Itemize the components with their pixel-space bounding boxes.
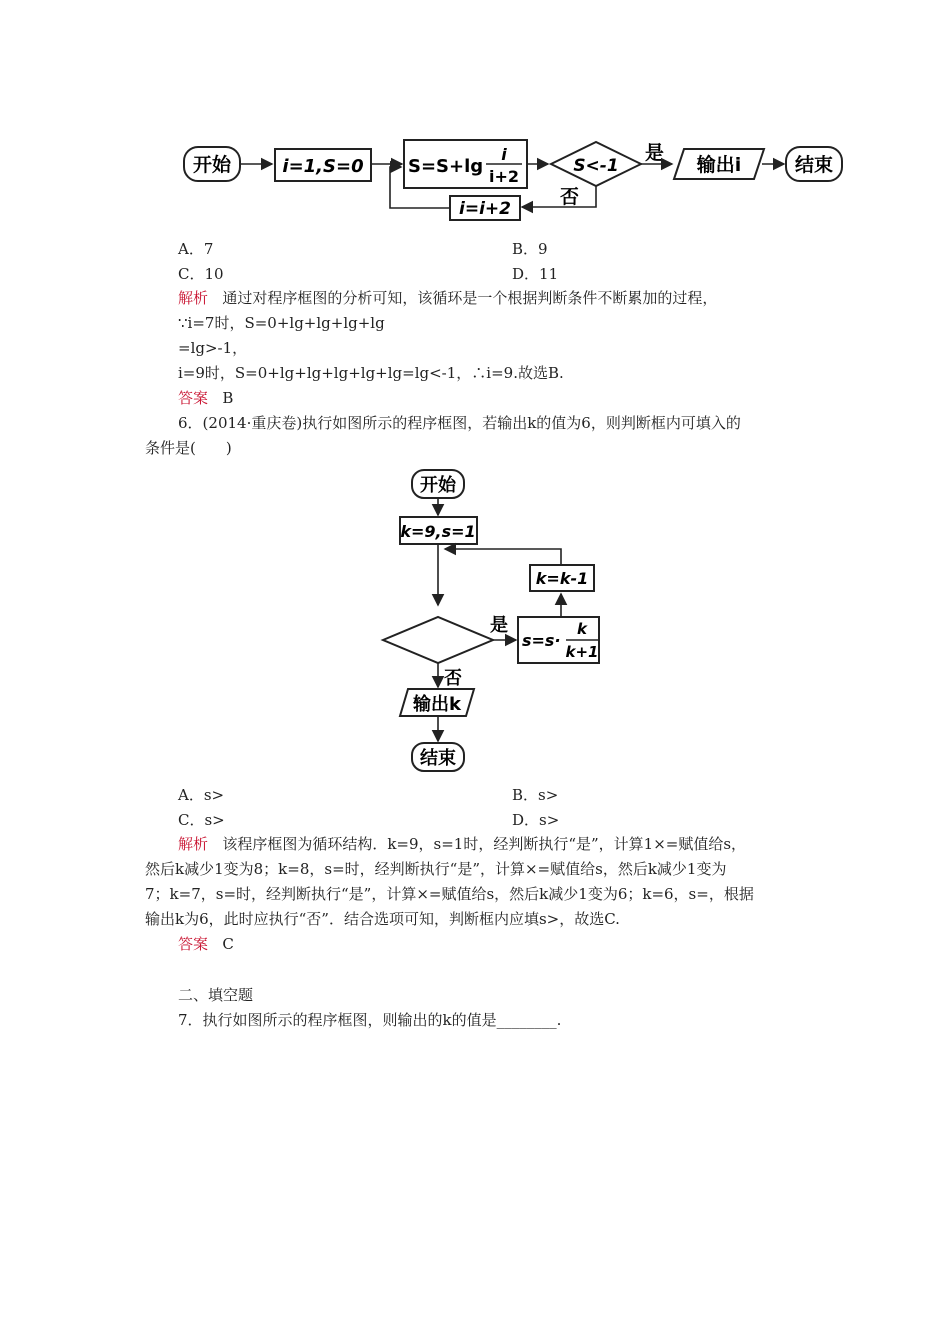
q5-option-c: C．10: [178, 265, 224, 283]
flow2-no-label: 否: [444, 668, 462, 689]
q5-option-a: A．7: [178, 240, 214, 258]
q6-answer-label: 答案: [178, 935, 209, 953]
flow1-init-text: i=1,S=0: [282, 156, 364, 177]
flow1-output-text: 输出i: [696, 154, 742, 176]
flow1-no-label: 否: [560, 186, 580, 208]
flow2-frac-den: k+1: [565, 643, 599, 661]
q5-analysis-line-3: =lg>-1，: [178, 339, 248, 357]
flow2-dec-text: k=k-1: [535, 569, 589, 588]
q5-analysis-line-2: ∵i=7时，S=0+lg+lg+lg+lg: [178, 314, 385, 332]
flow2-update-text: s=s·: [522, 631, 561, 650]
q6-answer-line: [178, 933, 234, 955]
q6-analysis-line-3: 7；k=7，s=时，经判断执行“是”，计算×=赋值给s，然后k减少1变为6；k=6，s=，根据: [145, 885, 754, 903]
flow1-frac-num: i: [501, 145, 507, 164]
q6-stem-line-1: 6．(2014·重庆卷)执行如图所示的程序框图，若输出k的值为6，则判断框内可填入的: [178, 414, 741, 432]
flow2-yes-label: 是: [490, 615, 508, 636]
q6-option-a: A．s>: [178, 786, 225, 804]
flow2-init-text: k=9,s=1: [400, 522, 476, 541]
q6-analysis-label: 解析: [178, 835, 209, 853]
flow2-end-text: 结束: [420, 748, 456, 769]
flow1-yes-label: 是: [645, 142, 665, 164]
q6-analysis-line-1: 解析 该程序框图为循环结构．k=9，s=1时，经判断执行“是”，计算1×=赋值给s，: [178, 835, 747, 853]
q5-analysis-line-1: 解析 通过对程序框图的分析可知，该循环是一个根据判断条件不断累加的过程，: [178, 289, 718, 307]
q6-option-b: B．s>: [512, 786, 559, 804]
flow2-start-text: 开始: [420, 475, 456, 496]
q7-stem: 7．执行如图所示的程序框图，则输出的k的值是________.: [178, 1011, 562, 1029]
flow2-frac-num: k: [577, 620, 587, 638]
q5-answer-label: 答案: [178, 389, 209, 407]
q5-answer: B: [222, 389, 234, 407]
q5-analysis-line-4: i=9时，S=0+lg+lg+lg+lg+lg=lg<-1，∴i=9.故选B.: [178, 364, 564, 382]
flow1-end-text: 结束: [794, 154, 834, 176]
flow1-start-text: 开始: [192, 154, 232, 176]
q6-analysis-line-4: 输出k为6，此时应执行“否”．结合选项可知，判断框内应填s>，故选C.: [145, 910, 620, 928]
q5-analysis-label: 解析: [178, 289, 209, 307]
flow1-frac-den: i+2: [488, 167, 520, 186]
flow1-incr-text: i=i+2: [459, 199, 511, 219]
flow1-condition-text: S<-1: [573, 156, 619, 176]
q6-answer: C: [222, 935, 234, 953]
q6-option-d: D．s>: [512, 811, 560, 829]
q5-option-b: B．9: [512, 240, 548, 258]
flow2-output-text: 输出k: [413, 694, 461, 715]
flow2-condition-diamond: [383, 617, 493, 663]
q5-option-d: D．11: [512, 265, 559, 283]
q6-analysis-line-2: 然后k减少1变为8；k=8，s=时，经判断执行“是”，计算×=赋值给s，然后k减少1变为: [145, 860, 727, 878]
q6-option-c: C．s>: [178, 811, 225, 829]
flow1-update-text: S=S+lg: [408, 156, 484, 177]
q6-stem-line-2: 条件是( ): [145, 439, 232, 457]
section-heading: 二、填空题: [178, 986, 254, 1004]
